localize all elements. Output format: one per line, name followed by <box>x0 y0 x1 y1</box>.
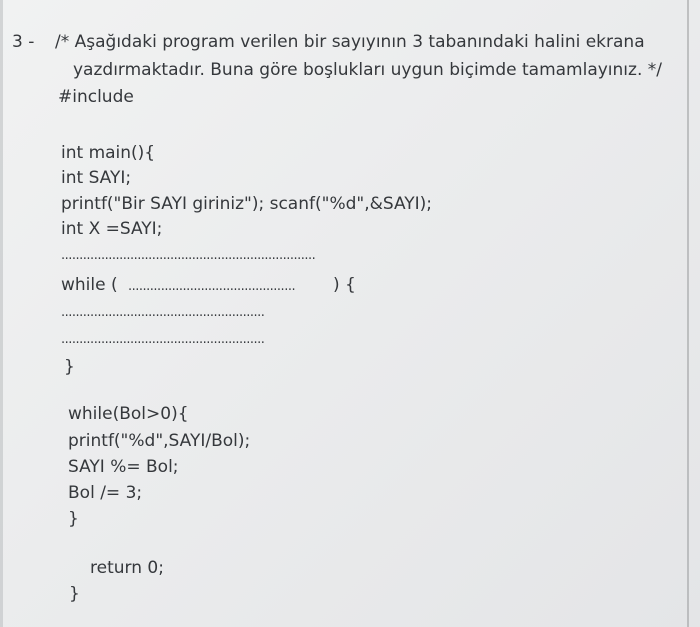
question-number: 3 - <box>12 32 35 52</box>
code-while-end: ) { <box>333 275 356 295</box>
code-close-brace-3: } <box>69 584 80 604</box>
code-close-brace-1: } <box>64 357 75 377</box>
code-return: return 0; <box>90 558 164 578</box>
blank-while-condition: .............................................. <box>128 279 296 294</box>
code-close-brace-2: } <box>68 509 79 529</box>
code-while2: while(Bol>0){ <box>68 404 189 424</box>
code-printf-scanf: printf("Bir SAYI giriniz"); scanf("%d",&SAYI); <box>61 194 433 214</box>
photo-edge-right <box>687 0 689 627</box>
code-printf2: printf("%d",SAYI/Bol); <box>68 431 251 451</box>
code-decl-sayi: int SAYI; <box>61 168 132 188</box>
blank-line-3: ........................................................ <box>61 332 265 347</box>
code-main: int main(){ <box>61 143 156 163</box>
blank-line-1: ...................................................................... <box>61 248 316 263</box>
question-text-line-2: yazdırmaktadır. Buna göre boşlukları uygun biçimde tamamlayınız. */ <box>73 60 662 80</box>
question-text-line-1: /* Aşağıdaki program verilen bir sayıyının 3 tabanındaki halini ekrana <box>55 32 645 52</box>
code-mod: SAYI %= Bol; <box>68 457 179 477</box>
code-div: Bol /= 3; <box>68 483 143 503</box>
code-while-start: while ( <box>61 275 118 295</box>
code-decl-x: int X =SAYI; <box>61 219 163 239</box>
blank-line-2: ........................................................ <box>61 305 265 320</box>
photo-edge-left <box>0 0 3 627</box>
include-directive: #include <box>58 87 134 107</box>
